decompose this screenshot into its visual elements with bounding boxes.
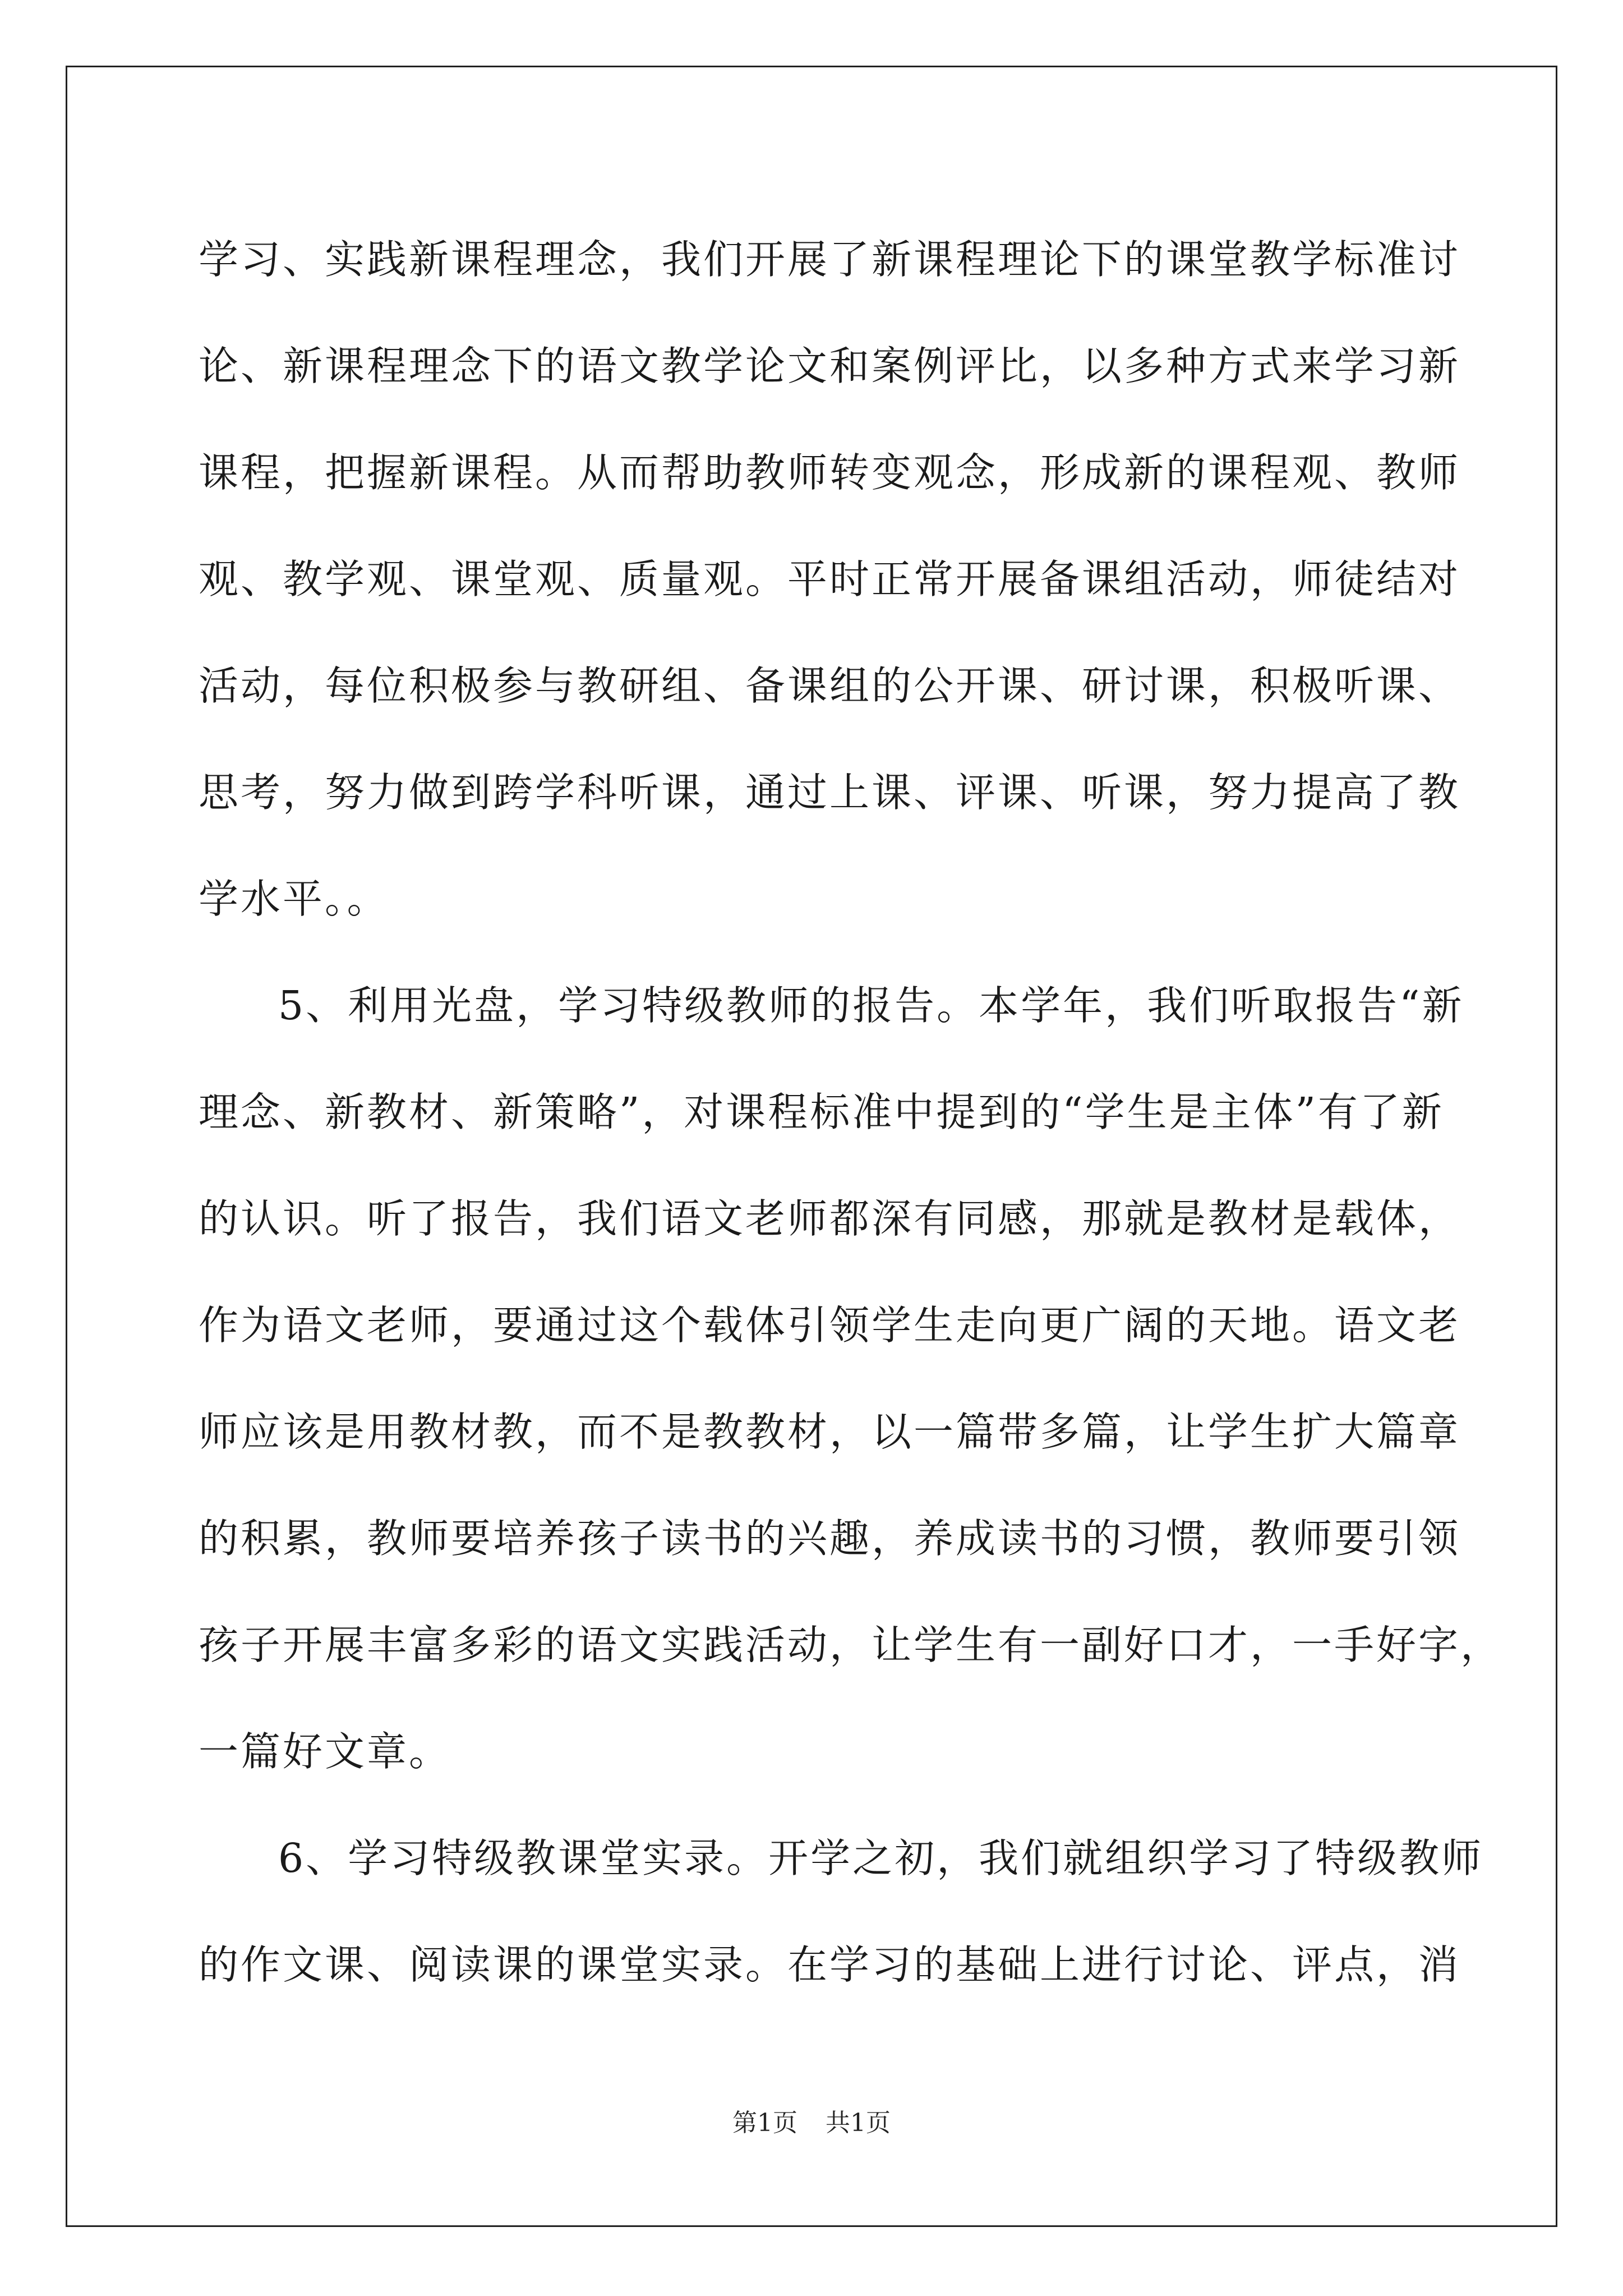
paragraph-line: 学习、实践新课程理念，我们开展了新课程理论下的课堂教学标准讨 (199, 236, 1461, 283)
paragraph-line: 的认识。听了报告，我们语文老师都深有同感，那就是教材是载体， (199, 1195, 1461, 1242)
document-body (199, 206, 1503, 2018)
paragraph-line: 作为语文老师，要通过这个载体引领学生走向更广阔的天地。语文老 (199, 1302, 1461, 1349)
paragraph-line: 一篇好文章。 (199, 1728, 451, 1775)
paragraph-line: 的作文课、阅读课的课堂实录。在学习的基础上进行讨论、评点，消 (199, 1941, 1461, 1988)
paragraph-line: 5、利用光盘，学习特级教师的报告。本学年，我们听取报告“新 (278, 982, 1464, 1029)
paragraph-line: 的积累，教师要培养孩子读书的兴趣，养成读书的习惯，教师要引领 (199, 1515, 1461, 1562)
page-number-total: 共1页 (826, 2109, 891, 2137)
paragraph-line: 理念、新教材、新策略”，对课程标准中提到的“学生是主体”有了新 (199, 1089, 1444, 1135)
paragraph-line: 思考，努力做到跨学科听课，通过上课、评课、听课，努力提高了教 (199, 769, 1461, 816)
paragraph-line: 孩子开展丰富多彩的语文实践活动，让学生有一副好口才，一手好字， (199, 1622, 1503, 1668)
paragraph-line: 6、学习特级教课堂实录。开学之初，我们就组织学习了特级教师 (278, 1835, 1484, 1881)
paragraph-line: 学水平。。 (199, 876, 389, 922)
page-footer (0, 2106, 1623, 2140)
paragraph-line: 师应该是用教材教，而不是教教材，以一篇带多篇，让学生扩大篇章 (199, 1409, 1461, 1455)
page-number-current: 第1页 (732, 2109, 797, 2137)
paragraph-line: 观、教学观、课堂观、质量观。平时正常开展备课组活动，师徒结对 (199, 556, 1461, 602)
paragraph-line: 论、新课程理念下的语文教学论文和案例评比，以多种方式来学习新 (199, 343, 1461, 389)
paragraph-line: 课程，把握新课程。从而帮助教师转变观念，形成新的课程观、教师 (199, 449, 1461, 496)
paragraph-line: 活动，每位积极参与教研组、备课组的公开课、研讨课，积极听课、 (199, 662, 1461, 709)
